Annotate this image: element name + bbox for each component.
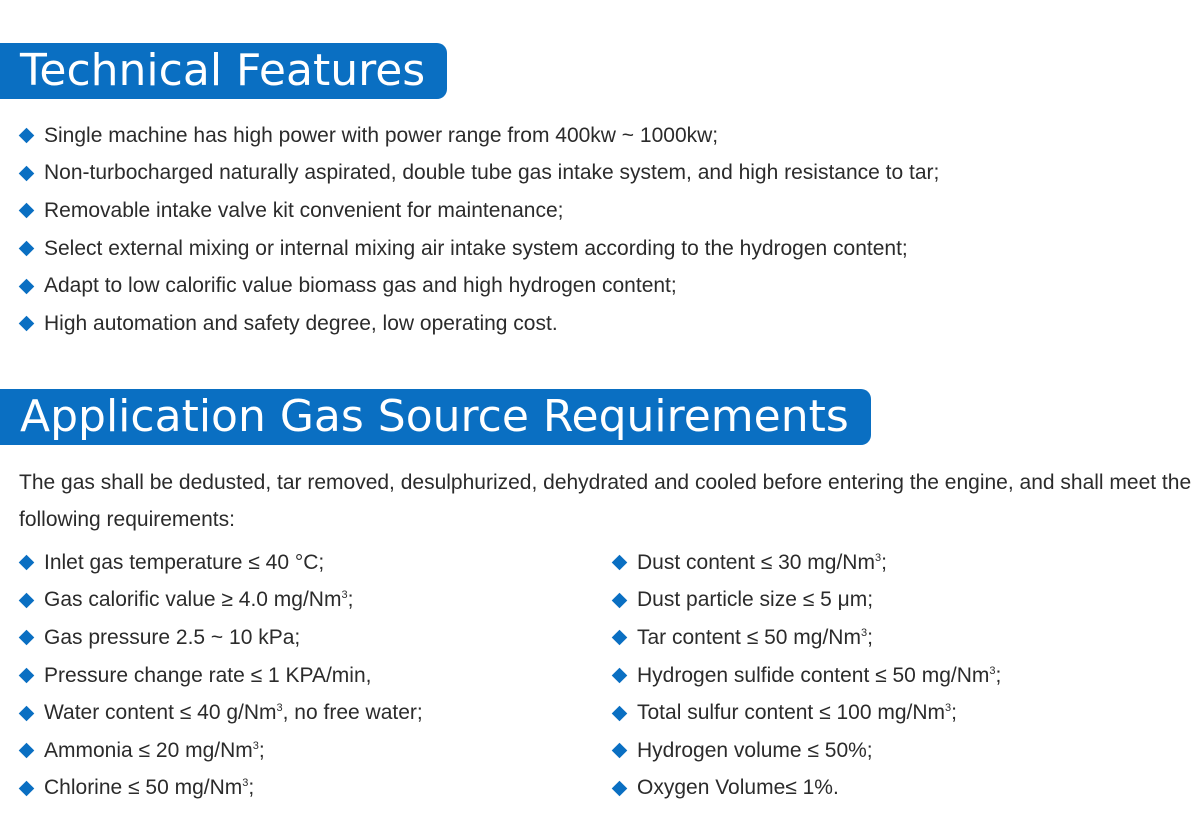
diamond-bullet-icon — [612, 705, 628, 721]
diamond-bullet-icon — [19, 593, 35, 609]
list-item-text: Single machine has high power with power range from 400kw ~ 1000kw; — [44, 123, 719, 147]
list-item-text: Removable intake valve kit convenient for maintenance; — [44, 198, 564, 222]
diamond-bullet-icon — [19, 555, 35, 571]
diamond-bullet-icon — [612, 593, 628, 609]
diamond-bullet-icon — [19, 278, 35, 294]
diamond-bullet-icon — [19, 668, 35, 684]
diamond-bullet-icon — [612, 743, 628, 759]
list-item — [18, 544, 423, 582]
list-item-text: Water content ≤ 40 g/Nm$^3$, no free water; — [44, 701, 423, 725]
diamond-bullet-icon — [612, 630, 628, 646]
list-item-text: Oxygen Volume≤ 1%. — [637, 776, 839, 800]
list-item-text: Inlet gas temperature ≤ 40 °C; — [44, 550, 325, 574]
diamond-bullet-icon — [19, 630, 35, 646]
list-item-text: Total sulfur content ≤ 100 mg/Nm$^3$; — [637, 701, 957, 725]
list-item — [18, 770, 423, 808]
list-item — [611, 770, 1001, 808]
list-item-text: Gas calorific value ≥ 4.0 mg/Nm$^3$; — [44, 588, 354, 612]
list-item-text: Tar content ≤ 50 mg/Nm$^3$; — [637, 625, 873, 649]
diamond-bullet-icon — [612, 555, 628, 571]
list-item — [18, 230, 939, 268]
list-item-text: Dust content ≤ 30 mg/Nm$^3$; — [637, 550, 887, 574]
diamond-bullet-icon — [612, 668, 628, 684]
list-item — [611, 544, 1001, 582]
requirements-list-left — [18, 544, 423, 807]
requirements-list-right — [611, 544, 1001, 807]
list-item — [18, 155, 939, 193]
list-item-text: Chlorine ≤ 50 mg/Nm$^3$; — [44, 776, 255, 800]
list-item — [18, 582, 423, 620]
list-item-text: Gas pressure 2.5 ~ 10 kPa; — [44, 625, 301, 649]
list-item — [18, 694, 423, 732]
list-item-text: Select external mixing or internal mixing air intake system according to the hydrogen content; — [44, 236, 908, 260]
technical-features-list — [18, 117, 939, 343]
diamond-bullet-icon — [19, 781, 35, 797]
diamond-bullet-icon — [19, 705, 35, 721]
list-item-text: Non-turbocharged naturally aspirated, double tube gas intake system, and high resistance to tar; — [44, 161, 940, 185]
diamond-bullet-icon — [19, 743, 35, 759]
list-item — [18, 117, 939, 155]
list-item-text: Ammonia ≤ 20 mg/Nm$^3$; — [44, 738, 265, 762]
list-item — [611, 732, 1001, 770]
list-item — [18, 619, 423, 657]
diamond-bullet-icon — [612, 781, 628, 797]
diamond-bullet-icon — [19, 316, 35, 332]
list-item — [611, 582, 1001, 620]
list-item — [18, 267, 939, 305]
section-header-technical-features: Technical Features — [0, 43, 447, 99]
list-item — [611, 694, 1001, 732]
list-item-text: Pressure change rate ≤ 1 KPA/min, — [44, 663, 372, 687]
diamond-bullet-icon — [19, 241, 35, 257]
list-item-text: Hydrogen sulfide content ≤ 50 mg/Nm$^3$; — [637, 663, 1002, 687]
list-item — [18, 657, 423, 695]
list-item — [611, 619, 1001, 657]
list-item-text: Adapt to low calorific value biomass gas and high hydrogen content; — [44, 274, 677, 298]
diamond-bullet-icon — [19, 203, 35, 219]
list-item-text: Dust particle size ≤ 5 μm; — [637, 588, 874, 612]
list-item — [18, 192, 939, 230]
section-header-gas-source-requirements: Application Gas Source Requirements — [0, 389, 871, 445]
requirements-intro-paragraph: The gas shall be dedusted, tar removed, desulphurized, dehydrated and cooled before entering the engine, and shall meet the following requirements: — [19, 471, 1192, 531]
diamond-bullet-icon — [19, 128, 35, 144]
list-item — [18, 305, 939, 343]
list-item — [611, 657, 1001, 695]
list-item-text: Hydrogen volume ≤ 50%; — [637, 738, 873, 762]
list-item — [18, 732, 423, 770]
diamond-bullet-icon — [19, 166, 35, 182]
list-item-text: High automation and safety degree, low operating cost. — [44, 311, 558, 335]
